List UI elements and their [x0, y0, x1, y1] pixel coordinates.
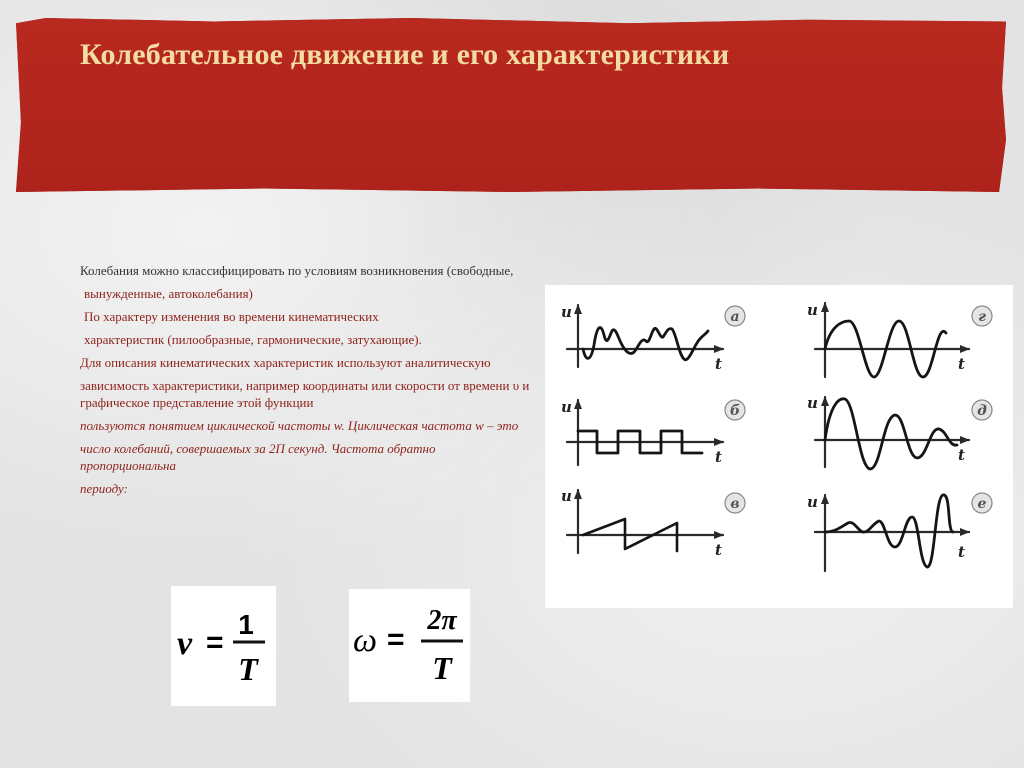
panel-letter: в: [730, 496, 740, 512]
paragraph: По характеру изменения во времени кинематических: [84, 309, 379, 324]
graph-panel-g: [807, 301, 992, 377]
graph-panel-a: [561, 303, 745, 373]
y-axis-label: u: [807, 394, 818, 412]
graph-panel-v: [561, 487, 745, 559]
x-axis-label: t: [958, 355, 965, 373]
graph-panel-b: [561, 398, 745, 466]
y-axis-label: u: [561, 398, 572, 416]
x-axis-label: t: [715, 355, 722, 373]
waveform-graphs-svg: [545, 285, 1013, 608]
formula-numerator: 2π: [427, 605, 457, 636]
panel-letter: г: [978, 309, 986, 325]
formula-denominator: T: [432, 650, 452, 686]
waveform-damped: [825, 399, 957, 469]
formula-equals: =: [387, 623, 405, 656]
paragraph: Колебания можно классифицировать по условиям возникновения (свободные,: [80, 263, 514, 278]
paragraph: пользуются понятием циклической частоты w. Циклическая частота w – это: [80, 418, 519, 433]
graph-panel-d: [807, 394, 992, 469]
angular-frequency-formula: [349, 589, 470, 702]
formula-equals: =: [206, 626, 224, 659]
x-axis-label: t: [958, 446, 965, 464]
paragraph: вынужденные, автоколебания): [84, 286, 253, 301]
paragraph: периоду:: [80, 481, 128, 496]
paragraph: число колебаний, совершаемых за 2П секунд. Частота обратно пропорциональна: [80, 441, 436, 473]
panel-letter: е: [977, 496, 987, 512]
panel-letter: б: [729, 403, 741, 419]
paragraph: характеристик (пилообразные, гармонические, затухающие).: [84, 332, 422, 347]
panel-letter: д: [977, 403, 987, 419]
panel-letter: а: [730, 309, 740, 325]
x-axis-label: t: [958, 543, 965, 561]
waveform-irregular: [583, 328, 708, 360]
waveform-panel: [545, 285, 1013, 608]
paragraph: Для описания кинематических характеристик используют аналитическую: [80, 355, 491, 370]
formula-numerator: 1: [238, 609, 254, 640]
frequency-formula-svg: [171, 586, 276, 706]
angular-frequency-formula-svg: [349, 589, 470, 702]
x-axis-label: t: [715, 541, 722, 559]
y-axis-label: u: [561, 487, 572, 505]
y-axis-label: u: [807, 493, 818, 511]
body-text: [80, 262, 530, 503]
slide-title: Колебательное движение и его характеристики: [80, 38, 730, 71]
formula-lhs: ν: [177, 625, 193, 662]
formula-denominator: T: [238, 651, 258, 687]
y-axis-label: u: [561, 303, 572, 321]
formula-lhs: ω: [353, 622, 378, 659]
y-axis-label: u: [807, 301, 818, 319]
paragraph: зависимость характеристики, например координаты или скорости от времени υ и графическое представление этой функции: [80, 378, 530, 410]
graph-panel-e: [807, 493, 992, 571]
x-axis-label: t: [715, 448, 722, 466]
frequency-formula: [171, 586, 276, 706]
